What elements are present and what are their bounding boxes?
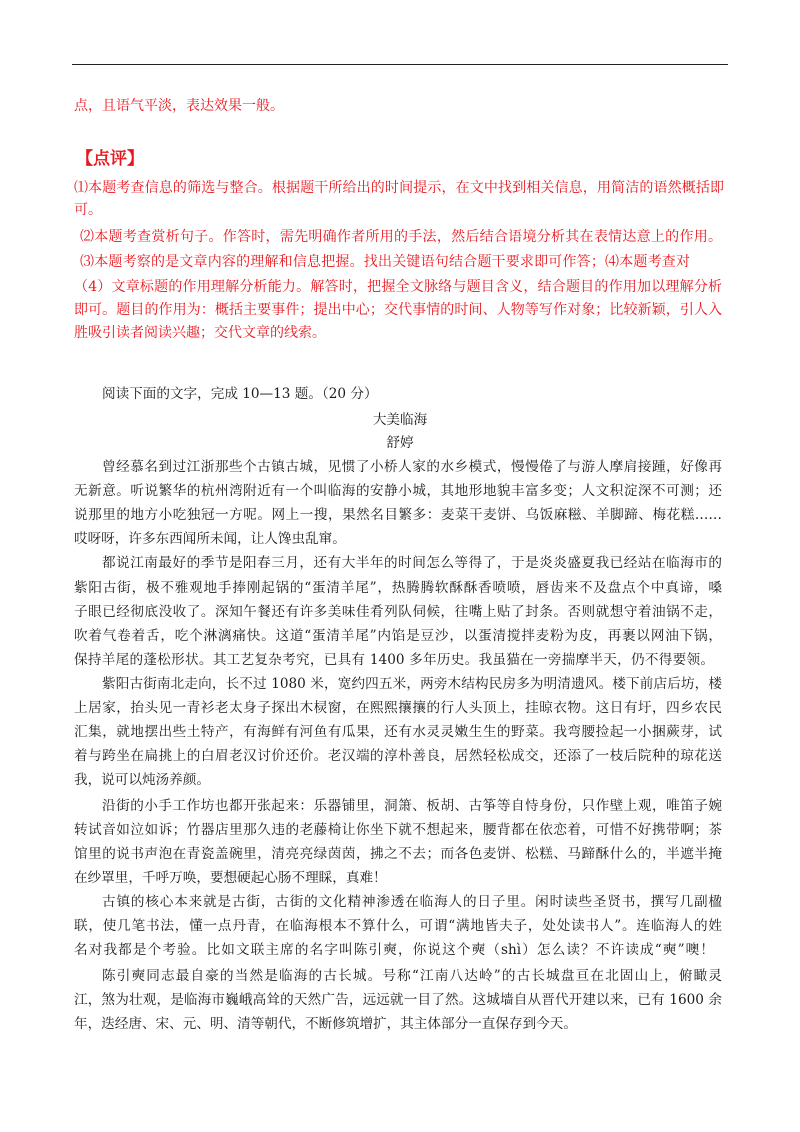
passage-line: 保持羊尾的蓬松形状。其工艺复杂考究，已具有 1400 多年历史。我虽猫在一旁揣摩半天，仍不得要领。: [74, 652, 714, 668]
passage-line: 无新意。听说繁华的杭州湾附近有一个叫临海的安静小城，其地形地貌丰富多变；人文积淀深不可测；还: [74, 483, 722, 499]
comment-line: ⑴本题考查信息的筛选与整合。根据题干所给出的时间提示，在文中找到相关信息，用简洁的语然概括即: [74, 180, 724, 196]
passage-line: 都说江南最好的季节是阳春三月，还有大半年的时间怎么等得了，于是炎炎盛夏我已经站在临海市的: [102, 555, 722, 571]
comment-heading: 【点评】: [76, 149, 144, 169]
passage-line: 年，迭经唐、宋、元、明、清等朝代，不断修筑增扩，其主体部分一直保存到今天。: [74, 1016, 577, 1032]
passage-line: 我，说可以炖汤养颜。: [74, 772, 210, 788]
passage-line: 在纱罩里，千呼万唤，要想硬起心肠不理睬，真难！: [74, 870, 387, 886]
reading-instruction: 阅读下面的文字，完成 10—13 题。（20 分）: [102, 386, 378, 402]
passage-line: 转试音如泣如诉；竹器店里那久违的老藤椅让你坐下就不想起来，腰背都在依恋着，可惜不好携带啊；茶: [74, 822, 722, 838]
comment-line: 胜吸引读者阅读兴趣；交代文章的线索。: [74, 325, 326, 341]
passage-line: 陈引奭同志最自豪的当然是临海的古长城。号称“江南八达岭”的古长城盘亘在北固山上，俯瞰灵: [102, 968, 722, 984]
passage-line: 名对我都是个考验。比如文联主席的名字叫陈引奭，你说这个奭（shì）怎么读？不许读成“奭”噢！: [74, 942, 714, 958]
passage-line: 吹着气卷着舌，吃个淋漓痛快。这道“蛋清羊尾”内馅是豆沙，以蛋清搅拌麦粉为皮，再裹以网油下锅，: [74, 628, 722, 644]
comment-line: 即可。题目的作用为：概括主要事件；提出中心；交代事情的时间、人物等写作对象；比较新颖，引人入: [74, 302, 722, 318]
passage-line: 紫阳古街南北走向，长不过 1080 米，宽约四五米，两旁木结构民房多为明清遗风。楼下前店后坊，楼: [102, 676, 722, 692]
comment-line: （4）文章标题的作用理解分析能力。解答时，把握全文脉络与题目含义，结合题目的作用加以理解分析: [74, 279, 722, 295]
passage-line: 着与跨坐在扁挑上的白眉老汉讨价还价。老汉端的淳朴善良，居然轻松成交，还添了一枝后院种的琼花送: [74, 748, 722, 764]
passage-line: 哎呀呀，许多东西闻所未闻，让人馋虫乱窜。: [74, 531, 346, 547]
passage-line: 馆里的说书声泡在青瓷盖碗里，清亮亮绿茵茵，拂之不去；而各色麦饼、松糕、马蹄酥什么的，半遮半掩: [74, 846, 722, 862]
passage-title: 大美临海: [372, 412, 428, 428]
passage-line: 汇集，就地摆出些土特产，有海鲜有河鱼有瓜果，还有水灵灵嫩生生的野菜。我弯腰捡起一小捆蕨芽，试: [74, 724, 722, 740]
passage-line: 子眼已经彻底没收了。深知午餐还有许多美味佳肴列队伺候，往嘴上贴了封条。否则就想守着油锅不走，: [74, 604, 722, 620]
passage-line: 上居家，抬头见一青衫老太身子探出木棂窗，在熙熙攘攘的行人头顶上，挂晾衣物。这日有圩，四乡农民: [74, 700, 722, 716]
passage-line: 联，使几笔书法，懂一点丹青，在临海根本不算什么，可谓“满地皆夫子，处处读书人”。连临海人的姓: [74, 918, 722, 934]
passage-line: 江，煞为壮观，是临海市巍峨高耸的天然广告，远远就一目了然。这城墙自从晋代开建以来，已有 1600 余: [74, 992, 722, 1008]
passage-line: 紫阳古街，极不雅观地手捧刚起锅的“蛋清羊尾”，热腾腾软酥酥香喷喷，唇齿来不及盘点个中真谛，嗓: [74, 580, 722, 596]
comment-line: 可。: [74, 202, 102, 218]
comment-line: ⑵本题考查赏析句子。作答时，需先明确作者所用的手法，然后结合语境分析其在表情达意上的作用。: [80, 229, 722, 245]
header-rule: [72, 64, 728, 65]
passage-author: 舒婷: [386, 435, 414, 451]
passage-line: 沿街的小手工作坊也都开张起来：乐器铺里，洞箫、板胡、古筝等自恃身份，只作壁上观，唯笛子婉: [102, 798, 722, 814]
passage-line: 古镇的核心本来就是古街，古街的文化精神渗透在临海人的日子里。闲时读些圣贤书，撰写几副楹: [102, 894, 722, 910]
answer-continuation: 点，且语气平淡，表达效果一般。: [74, 98, 284, 114]
comment-line: ⑶本题考察的是文章内容的理解和信息把握。找出关键语句结合题干要求即可作答；⑷本题考查对: [80, 254, 690, 270]
passage-line: 说那里的地方小吃独冠一方呢。网上一搜，果然名目繁多：麦菜干麦饼、乌饭麻糍、羊脚蹄、梅花糕……: [74, 507, 722, 523]
passage-line: 曾经慕名到过江浙那些个古镇古城，见惯了小桥人家的水乡模式，慢慢倦了与游人摩肩接踵，好像再: [102, 459, 722, 475]
